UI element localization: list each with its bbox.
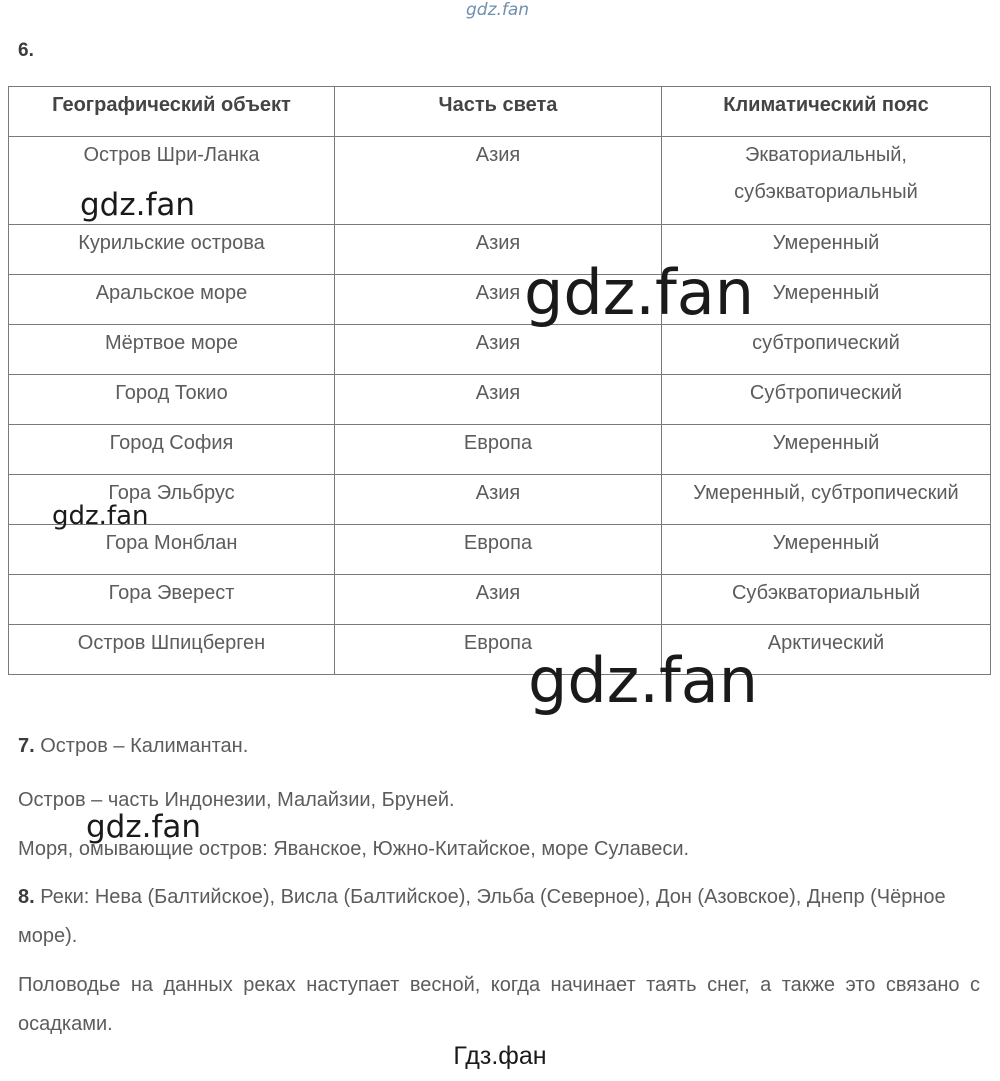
table-row bbox=[9, 225, 991, 275]
header-geo-object: Географический объект bbox=[9, 87, 335, 137]
task-7-line-3: Моря, омывающие остров: Яванское, Южно-Китайское, море Сулавеси. bbox=[18, 838, 690, 860]
cell-climate-line-2: субэкваториальный bbox=[734, 181, 918, 203]
cell-part: Азия bbox=[335, 475, 662, 525]
cell-climate: Умеренный bbox=[662, 425, 991, 475]
cell-climate: Умеренный bbox=[662, 225, 991, 275]
cell-object: Гора Монблан bbox=[9, 525, 335, 575]
cell-climate: Арктический bbox=[662, 625, 991, 675]
task-8-number: 8. bbox=[18, 886, 35, 908]
task-7-line-1 bbox=[18, 727, 980, 766]
cell-object: Мёртвое море bbox=[9, 325, 335, 375]
table-row bbox=[9, 325, 991, 375]
watermark-top: gdz.fan bbox=[466, 0, 530, 20]
cell-part: Азия bbox=[335, 137, 662, 225]
cell-climate: субтропический bbox=[662, 325, 991, 375]
watermark: gdz.fan bbox=[80, 187, 196, 223]
task-8-text-1: Реки: Нева (Балтийское), Висла (Балтийское), Эльба (Северное), Дон (Азовское), Днепр (Чёрное море). bbox=[18, 886, 946, 947]
table-row bbox=[9, 475, 991, 525]
cell-part: Азия bbox=[335, 575, 662, 625]
table-header-row bbox=[9, 87, 991, 137]
cell-object: Город София bbox=[9, 425, 335, 475]
cell-climate bbox=[662, 137, 991, 225]
task-7-text-1: Остров – Калимантан. bbox=[34, 735, 249, 757]
table-row bbox=[9, 275, 991, 325]
cell-object: Аральское море bbox=[9, 275, 335, 325]
cell-climate: Субэкваториальный bbox=[662, 575, 991, 625]
cell-object: Остров Шри-Ланка bbox=[9, 137, 335, 225]
cell-part: Европа bbox=[335, 525, 662, 575]
table-row bbox=[9, 375, 991, 425]
table-row bbox=[9, 575, 991, 625]
cell-part: Азия bbox=[335, 375, 662, 425]
cell-object: Город Токио bbox=[9, 375, 335, 425]
watermark: gdz.fan bbox=[52, 501, 149, 531]
cell-object: Остров Шпицберген bbox=[9, 625, 335, 675]
table-row bbox=[9, 425, 991, 475]
cell-climate: Умеренный, субтропический bbox=[662, 475, 991, 525]
cell-part: Европа bbox=[335, 625, 662, 675]
cell-climate: Субтропический bbox=[662, 375, 991, 425]
cell-part: Азия bbox=[335, 275, 662, 325]
watermark: gdz.fan bbox=[524, 256, 755, 329]
cell-part: Азия bbox=[335, 325, 662, 375]
task-7-number: 7. bbox=[18, 735, 35, 757]
cell-object: Гора Эверест bbox=[9, 575, 335, 625]
cell-part: Европа bbox=[335, 425, 662, 475]
cell-climate: Умеренный bbox=[662, 525, 991, 575]
watermark: gdz.fan bbox=[528, 644, 759, 717]
cell-object: Курильские острова bbox=[9, 225, 335, 275]
geography-table bbox=[8, 86, 991, 675]
cell-part: Азия bbox=[335, 225, 662, 275]
table-row bbox=[9, 625, 991, 675]
footer-watermark: Гдз.фан bbox=[453, 1042, 547, 1070]
task-7-line-2: Остров – часть Индонезии, Малайзии, Бруней. bbox=[18, 789, 455, 811]
cell-climate: Умеренный bbox=[662, 275, 991, 325]
cell-climate-line-1: Экваториальный, bbox=[745, 144, 907, 166]
task-8-line-1 bbox=[18, 878, 980, 956]
watermark: gdz.fan bbox=[86, 809, 202, 845]
task-6-number: 6. bbox=[18, 40, 34, 61]
table-row bbox=[9, 525, 991, 575]
header-climate-zone: Климатический пояс bbox=[662, 87, 991, 137]
cell-object: Гора Эльбрус bbox=[9, 475, 335, 525]
header-part-of-world: Часть света bbox=[335, 87, 662, 137]
task-8-line-2: Половодье на данных реках наступает весной, когда начинает таять снег, а также это связано с осадками. bbox=[18, 974, 980, 1035]
